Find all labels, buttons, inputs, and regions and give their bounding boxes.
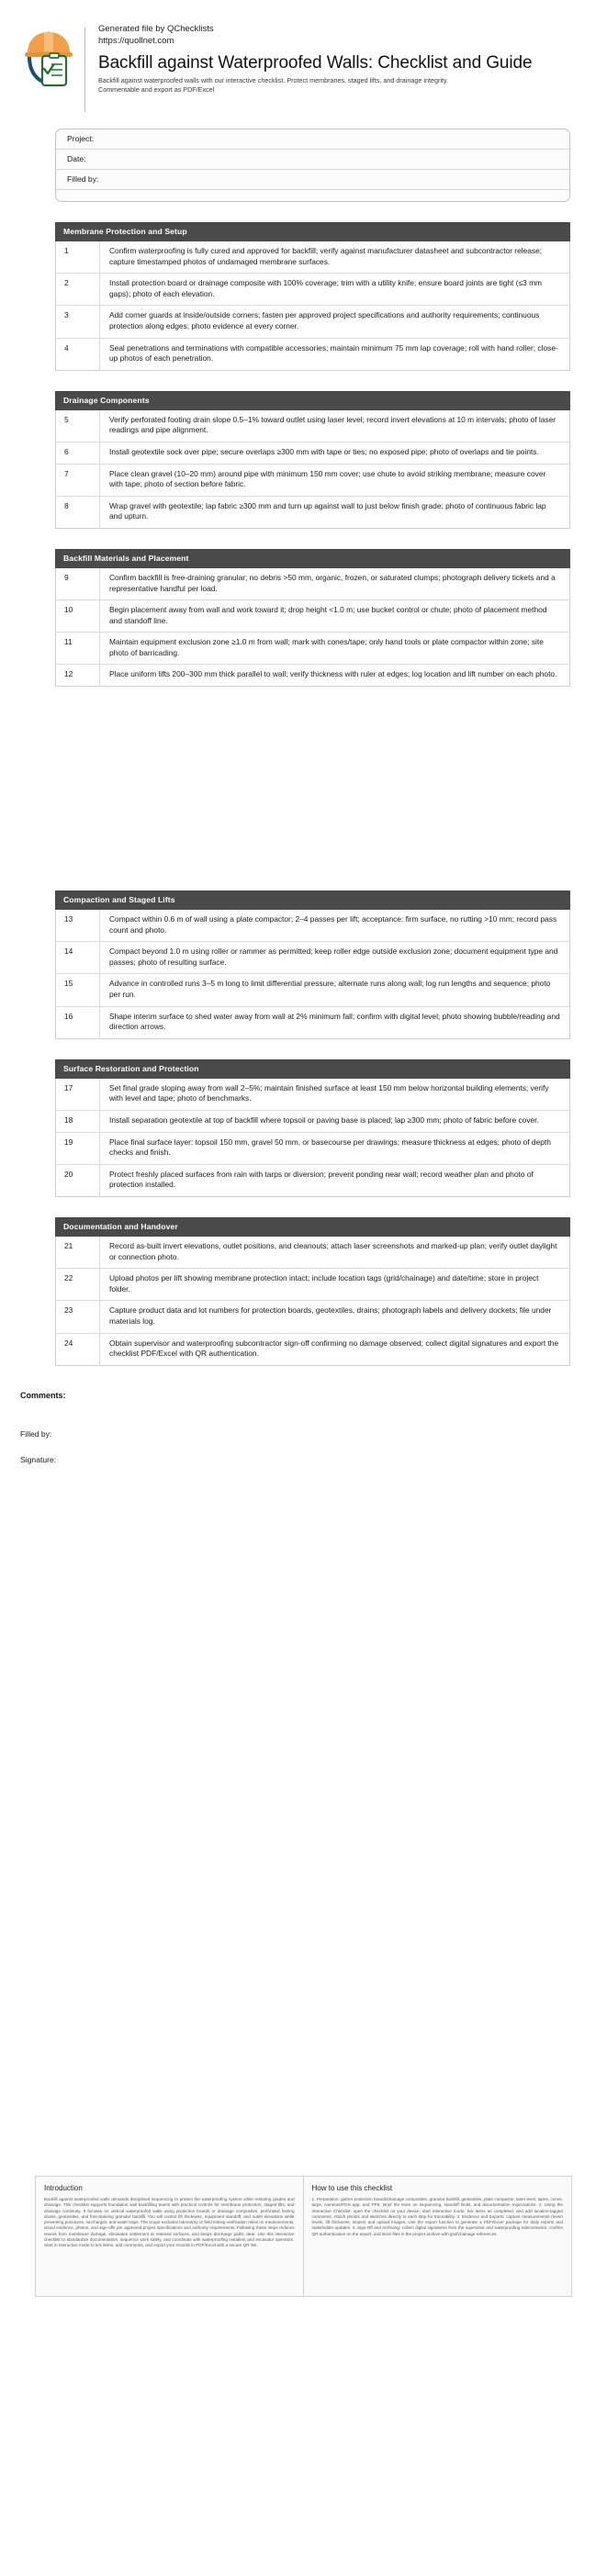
document-header bbox=[0, 0, 607, 112]
table-row[interactable] bbox=[56, 633, 570, 665]
item-number: 8 bbox=[56, 496, 100, 528]
table-row[interactable] bbox=[56, 600, 570, 633]
item-number: 18 bbox=[56, 1111, 100, 1133]
item-number: 11 bbox=[56, 633, 100, 665]
introduction-box bbox=[35, 2176, 304, 2297]
item-number: 15 bbox=[56, 974, 100, 1006]
checklist-table bbox=[55, 1079, 570, 1197]
item-text: Compact beyond 1.0 m using roller or rammer as permitted; keep roller edge outside exclusion zone; document equipment type and passes; photo of resulting surface. bbox=[109, 946, 558, 967]
checklist-section bbox=[55, 549, 570, 687]
header-text-block bbox=[98, 20, 570, 95]
source-url-line: https://quollnet.com bbox=[98, 35, 174, 46]
section-header: Drainage Components bbox=[55, 391, 570, 410]
item-number: 20 bbox=[56, 1164, 100, 1196]
footer-signature-label[interactable]: Signature: bbox=[20, 1454, 57, 1464]
item-text: Place uniform lifts 200–300 mm thick parallel to wall; verify thickness with ruler at edges; log location and lift number on each photo. bbox=[109, 669, 557, 679]
checklist-section bbox=[55, 1217, 570, 1366]
checklist-section bbox=[55, 890, 570, 1039]
meta-box-wrapper bbox=[0, 112, 607, 202]
table-row[interactable] bbox=[56, 410, 570, 442]
item-text: Confirm backfill is free-draining granular; no debris >50 mm, organic, frozen, or saturated clumps; photograph delivery tickets and a representative handful per load. bbox=[109, 572, 556, 593]
item-number: 24 bbox=[56, 1333, 100, 1365]
table-row[interactable] bbox=[56, 1111, 570, 1133]
table-row[interactable] bbox=[56, 338, 570, 370]
item-text: Shape interim surface to shed water away from wall at 2% minimum fall; confirm with digital level; photo showing bubble/reading and direction arrows. bbox=[109, 1011, 560, 1032]
introduction-body: Backfill against waterproofed walls demands disciplined sequencing to protect the waterproofing system while restoring grades and drainage. This checklist supports foundation wall backfilling teams with practical controls for membrane protection, staged lifts, and drainage continuity. It focuses on vertical waterproofed walls using protection boards or drainage composites, perforated footing drains, geotextiles, and free-draining granular backfill. You will control lift thickness, equipment standoff, and outlet elevations while preventing punctures, surcharges, and water traps. The scope excludes laboratory or field testing verification relies on measurements, visual evidence, photos, and sign-offs per approved project specifications and authority requirements. Following these steps reduces rework from membrane damage, eliminates settlement at restored surfaces, and keeps discharge paths clear. Use this interactive checklist to standardize documentation, sequence work safely, and coordinate with waterproofing installers and excavator operators. Start in interactive mode to tick items, add comments, and export your records to PDF/Excel with a secure QR link. bbox=[44, 2197, 295, 2248]
item-text: Advance in controlled runs 3–5 m long to limit differential pressure; alternate runs along wall; log run lengths and sequence; photo per run. bbox=[109, 979, 551, 1000]
meta-blank-row bbox=[56, 190, 569, 201]
item-number: 6 bbox=[56, 442, 100, 464]
table-row[interactable] bbox=[56, 1269, 570, 1301]
table-row[interactable] bbox=[56, 1132, 570, 1164]
table-row[interactable] bbox=[56, 1333, 570, 1365]
item-number: 3 bbox=[56, 306, 100, 338]
checklist-table bbox=[55, 241, 570, 371]
checklist-table bbox=[55, 1237, 570, 1366]
item-number: 5 bbox=[56, 410, 100, 442]
how-to-use-box bbox=[304, 2176, 573, 2297]
item-number: 12 bbox=[56, 665, 100, 687]
checklist-table bbox=[55, 910, 570, 1039]
item-number: 22 bbox=[56, 1269, 100, 1301]
table-row[interactable] bbox=[56, 274, 570, 306]
how-to-use-body: 1. Preparation: gather protection boards/drainage composites, granular backfill, geotextiles, plate compactor, laser level, tapes, cones, tarps, cameras/POS app, and PPE. Brief the team on sequencing, standoff limits, and documentation expectations. 2. Using the Interactive Checklist: open the checklist on your device, start interactive mode, tick items as completed, and add location-tagged comments. Attach photos and sketches directly to each step for traceability. 3. Evidence and Exports: capture measurements (invert levels, lift thickness, slopes) and upload images. Use the export function to generate a PDF/Excel package for daily reports and stakeholder updates. 4. Sign-Off and Archiving: collect digital signatures from the supervisor and waterproofing subcontractor, confirm QR authentication on the export, and store files in the project archive with grid/chainage references. bbox=[311, 2197, 563, 2236]
item-text: Upload photos per lift showing membrane protection intact; include location tags (grid/chainage) and date/time; store in project folder. bbox=[109, 1273, 539, 1294]
table-row[interactable] bbox=[56, 1164, 570, 1196]
table-row[interactable] bbox=[56, 910, 570, 942]
table-row[interactable] bbox=[56, 568, 570, 600]
page-title: Backfill against Waterproofed Walls: Checklist and Guide bbox=[98, 53, 533, 73]
checklist-table bbox=[55, 568, 570, 687]
item-number: 1 bbox=[56, 241, 100, 274]
item-text: Compact within 0.6 m of wall using a plate compactor; 2–4 passes per lift; acceptance: firm surface, no rutting >10 mm; record pass count and photo. bbox=[109, 914, 557, 935]
item-number: 14 bbox=[56, 942, 100, 974]
item-number: 4 bbox=[56, 338, 100, 370]
item-number: 7 bbox=[56, 464, 100, 496]
item-text: Maintain equipment exclusion zone ≥1.0 m from wall; mark with cones/tape; only hand tools or plate compactor within zone; site photo of barricading. bbox=[109, 637, 544, 657]
page-subtitle-line-1: Backfill against waterproofed walls with our interactive checklist. Protect membranes, staged lifts, and drainage integrity. bbox=[98, 76, 448, 84]
item-number: 9 bbox=[56, 568, 100, 600]
table-row[interactable] bbox=[56, 1237, 570, 1269]
checklist-section bbox=[55, 391, 570, 529]
item-number: 23 bbox=[56, 1301, 100, 1333]
page-subtitle-line-2: Commentable and export as PDF/Excel bbox=[98, 85, 215, 94]
item-text: Add corner guards at inside/outside corners; fasten per approved project specifications and authority requirements; continuous protection along edges; photo evidence at every corner. bbox=[109, 310, 540, 330]
item-number: 13 bbox=[56, 910, 100, 942]
table-row[interactable] bbox=[56, 942, 570, 974]
header-divider bbox=[84, 28, 85, 112]
item-text: Verify perforated footing drain slope 0.5–1% toward outlet using laser level; record invert elevations at 10 m intervals; photo of laser readings and pipe alignment. bbox=[109, 414, 556, 435]
footer-fields bbox=[0, 1366, 607, 1465]
section-header: Membrane Protection and Setup bbox=[55, 222, 570, 241]
how-to-use-title: How to use this checklist bbox=[311, 2184, 393, 2192]
item-number: 19 bbox=[56, 1132, 100, 1164]
section-header: Compaction and Staged Lifts bbox=[55, 890, 570, 910]
info-boxes bbox=[35, 2176, 572, 2297]
item-number: 21 bbox=[56, 1237, 100, 1269]
item-text: Install protection board or drainage composite with 100% coverage; trim with a utility knife; ensure board joints are tight (≤3 mm gaps); photo of each elevation. bbox=[109, 278, 543, 298]
item-text: Record as-built invert elevations, outlet positions, and cleanouts; attach laser screenshots and marked-up plan; verify outlet daylight or connection photo. bbox=[109, 1240, 557, 1261]
table-row[interactable] bbox=[56, 1301, 570, 1333]
project-meta-box bbox=[55, 129, 570, 202]
table-row[interactable] bbox=[56, 464, 570, 496]
table-row[interactable] bbox=[56, 306, 570, 338]
table-row[interactable] bbox=[56, 665, 570, 687]
table-row[interactable] bbox=[56, 496, 570, 528]
checklist-table bbox=[55, 410, 570, 529]
section-header: Backfill Materials and Placement bbox=[55, 549, 570, 568]
comments-label: Comments: bbox=[20, 1390, 66, 1400]
item-text: Begin placement away from wall and work toward it; drop height <1.0 m; use bucket control or chute; photo of placement method and standoff line. bbox=[109, 605, 547, 625]
checklist-section bbox=[55, 1059, 570, 1197]
hardhat-clipboard-logo-icon bbox=[20, 26, 79, 92]
table-row[interactable] bbox=[56, 974, 570, 1006]
item-number: 16 bbox=[56, 1006, 100, 1038]
project-field[interactable]: Project: bbox=[56, 129, 569, 150]
item-number: 2 bbox=[56, 274, 100, 306]
item-text: Obtain supervisor and waterproofing subcontractor sign-off confirming no damage observed; collect digital signatures and export the checklist PDF/Excel with QR authentication. bbox=[109, 1338, 559, 1359]
item-number: 10 bbox=[56, 600, 100, 633]
page-break-gap bbox=[55, 687, 570, 870]
filled-by-field[interactable]: Filled by: bbox=[56, 170, 569, 190]
section-header: Documentation and Handover bbox=[55, 1217, 570, 1237]
item-number: 17 bbox=[56, 1079, 100, 1111]
checklist-section bbox=[55, 222, 570, 371]
section-header: Surface Restoration and Protection bbox=[55, 1059, 570, 1079]
checklist-sections bbox=[0, 222, 607, 1366]
table-row[interactable] bbox=[56, 241, 570, 274]
item-text: Wrap gravel with geotextile; lap fabric ≥300 mm and turn up against wall to just below finish grade; photo of continuous fabric lap and upturn. bbox=[109, 500, 546, 521]
introduction-title: Introduction bbox=[44, 2184, 83, 2192]
item-text: Protect freshly placed surfaces from rain with tarps or diversion; prevent ponding near wall; record weather plan and photo of protection installed. bbox=[109, 1169, 534, 1190]
date-field[interactable]: Date: bbox=[56, 150, 569, 170]
generated-by-line: Generated file by QChecklists bbox=[98, 24, 214, 34]
footer-filled-by-label[interactable]: Filled by: bbox=[20, 1428, 52, 1439]
item-text: Confirm waterproofing is fully cured and approved for backfill; verify against manufacturer datasheet and subcontractor release; capture timestamped photos of undamaged membrane surfaces. bbox=[109, 246, 543, 266]
table-row[interactable] bbox=[56, 1079, 570, 1111]
table-row[interactable] bbox=[56, 1006, 570, 1038]
table-row[interactable] bbox=[56, 442, 570, 464]
item-text: Install geotextile sock over pipe; secure overlaps ≥300 mm with tape or ties; no exposed pipe; photo of overlaps and tie points. bbox=[109, 446, 539, 456]
item-text: Install separation geotextile at top of backfill where topsoil or paving base is placed; lap ≥300 mm; photo of fabric before cover. bbox=[109, 1115, 539, 1125]
item-text: Set final grade sloping away from wall 2–5%; maintain finished surface at least 150 mm below horizontal building elements; verify with level and tape; photo of benchmarks. bbox=[109, 1082, 549, 1103]
item-text: Capture product data and lot numbers for protection boards, geotextiles, drains; photograph labels and delivery dockets; file under materials log. bbox=[109, 1305, 552, 1326]
item-text: Place clean gravel (10–20 mm) around pipe with minimum 150 mm cover; use chute to avoid striking membrane; measure cover with tape; photo of section before fabric. bbox=[109, 468, 546, 489]
item-text: Seal penetrations and terminations with compatible accessories; maintain minimum 75 mm lap coverage; roll with hand roller; close-up photos of each penetration. bbox=[109, 342, 558, 364]
item-text: Place final surface layer: topsoil 150 mm, gravel 50 mm, or basecourse per drawings; measure thickness at edges; photo of depth checks and finish. bbox=[109, 1137, 551, 1158]
